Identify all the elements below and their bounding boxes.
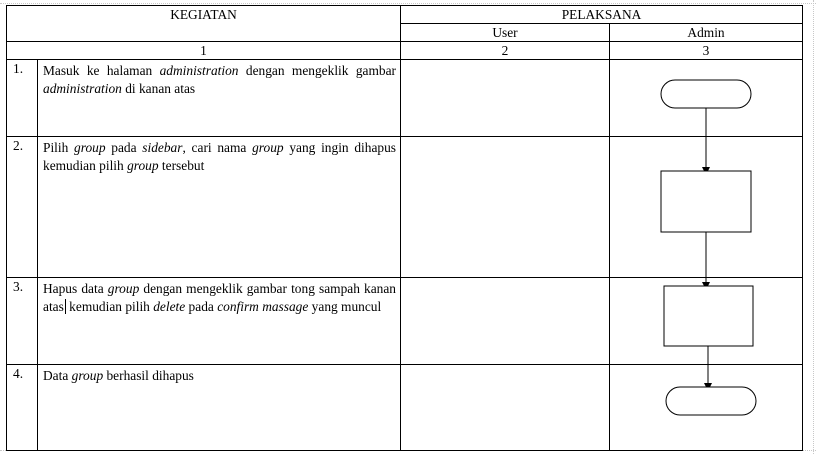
activity-cell: Hapus data group dengan mengeklik gambar tong sampah kanan atas kemudian pilih delete pada confirm massage yang muncul: [38, 278, 401, 365]
admin-cell: [610, 278, 803, 365]
user-cell: [401, 137, 610, 278]
table-row: [7, 365, 803, 451]
sop-table: [6, 5, 803, 451]
column-number-3: 3: [610, 42, 803, 60]
activity-cell: Data group berhasil dihapus: [38, 365, 401, 451]
header-kegiatan: KEGIATAN: [7, 6, 401, 42]
user-cell: [401, 60, 610, 137]
row-number: 1.: [7, 60, 38, 137]
column-number-1: 1: [7, 42, 401, 60]
table-row: [7, 60, 803, 137]
activity-cell: Masuk ke halaman administration dengan mengeklik gambar administration di kanan atas: [38, 60, 401, 137]
header-admin: Admin: [610, 24, 803, 42]
admin-cell: [610, 137, 803, 278]
row-number: 2.: [7, 137, 38, 278]
column-number-2: 2: [401, 42, 610, 60]
user-cell: [401, 278, 610, 365]
row-number: 4.: [7, 365, 38, 451]
table-row: [7, 137, 803, 278]
header-user: User: [401, 24, 610, 42]
page-gridline-right: [813, 0, 814, 454]
admin-cell: [610, 365, 803, 451]
admin-cell: [610, 60, 803, 137]
page-gridline-top: [0, 3, 816, 4]
activity-cell: Pilih group pada sidebar, cari nama group yang ingin dihapus kemudian pilih group tersebut: [38, 137, 401, 278]
row-number: 3.: [7, 278, 38, 365]
user-cell: [401, 365, 610, 451]
header-pelaksana: PELAKSANA: [401, 6, 803, 24]
table-row: [7, 278, 803, 365]
